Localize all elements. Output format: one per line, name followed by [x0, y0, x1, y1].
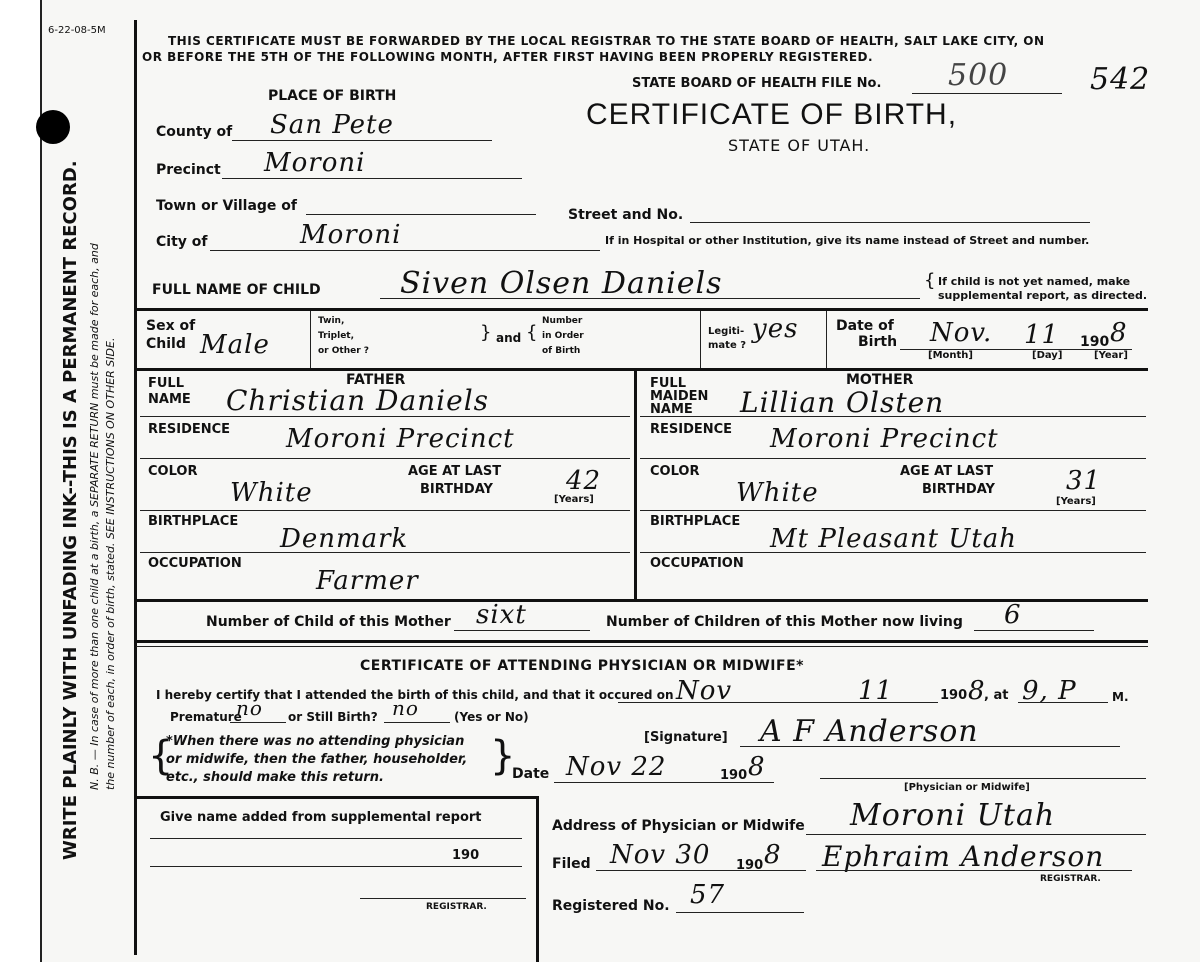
premature-value: no — [236, 696, 263, 720]
sex-value: Male — [200, 330, 270, 360]
torn-edge — [0, 0, 42, 962]
legit-value: yes — [752, 314, 799, 344]
twin-label-2: Triplet, — [318, 331, 355, 341]
and-label: and — [496, 331, 522, 345]
mother-birthplace-value: Mt Pleasant Utah — [770, 524, 1017, 554]
still-birth-label: or Still Birth? — [288, 710, 378, 724]
mother-age-value: 31 — [1066, 466, 1102, 496]
precinct-label: Precinct — [156, 162, 221, 178]
date-year-suffix: 8 — [748, 752, 766, 782]
physician-caption: [Physician or Midwife] — [904, 782, 1030, 793]
town-label: Town or Village of — [156, 198, 298, 214]
date-year-prefix: 190 — [720, 768, 748, 783]
child-number-value: sixt — [476, 600, 527, 630]
address-value: Moroni Utah — [850, 798, 1056, 833]
certify-month: Nov — [676, 676, 733, 706]
date-value: Nov 22 — [566, 752, 667, 782]
certify-text: I hereby certify that I attended the birth of this child, and that it occured on — [156, 688, 674, 702]
certify-year-suffix: 8 — [968, 676, 986, 706]
county-label: County of — [156, 124, 233, 140]
father-age-value: 42 — [566, 466, 602, 496]
precinct-value: Moroni — [264, 148, 366, 178]
side-main-text: WRITE PLAINLY WITH UNFADING INK--THIS IS A PERMANENT RECORD. — [60, 160, 81, 860]
father-age-label-1: AGE AT LAST — [408, 464, 502, 479]
header-line1: THIS CERTIFICATE MUST BE FORWARDED BY THE LOCAL REGISTRAR TO THE STATE BOARD OF HEALTH, SALT LAKE CITY, ON — [168, 34, 1045, 48]
child-name-label: FULL NAME OF CHILD — [152, 282, 321, 298]
file-no-annotation: 542 — [1090, 62, 1151, 97]
order-label-2: in Order — [542, 331, 584, 341]
signature-value: A F Anderson — [760, 714, 979, 749]
file-no-label: STATE BOARD OF HEALTH FILE No. — [632, 76, 882, 91]
sex-label-2: Child — [146, 336, 186, 352]
year-caption: [Year] — [1094, 350, 1128, 361]
filed-value: Nov 30 — [610, 840, 711, 870]
father-name-value: Christian Daniels — [226, 384, 490, 417]
children-living-label: Number of Children of this Mother now living — [606, 614, 963, 630]
father-name-label: NAME — [148, 392, 191, 407]
father-residence-value: Moroni Precinct — [286, 424, 515, 454]
yes-no-caption: (Yes or No) — [454, 710, 529, 724]
registered-label: Registered No. — [552, 898, 670, 914]
side-nb-line2: the number of each, in order of birth, stated. SEE INSTRUCTIONS ON OTHER SIDE. — [104, 337, 117, 790]
order-label-1: Number — [542, 316, 583, 326]
state-label: STATE OF UTAH. — [728, 136, 871, 155]
mother-age-label-2: BIRTHDAY — [922, 482, 995, 497]
dob-label-2: Birth — [858, 334, 898, 350]
legit-label-1: Legiti- — [708, 326, 745, 337]
legit-label-2: mate ? — [708, 340, 747, 351]
twin-label-1: Twin, — [318, 316, 345, 326]
street-label: Street and No. — [568, 207, 684, 223]
certificate-title: CERTIFICATE OF BIRTH, — [586, 98, 958, 131]
premature-label: Premature — [170, 710, 242, 724]
filed-year-suffix: 8 — [764, 840, 782, 870]
binding-hole — [36, 110, 70, 144]
dob-month: Nov. — [930, 318, 993, 348]
mother-color-label: COLOR — [650, 464, 700, 479]
mother-heading: MOTHER — [846, 372, 914, 388]
child-number-label: Number of Child of this Mother — [206, 614, 451, 630]
father-residence-label: RESIDENCE — [148, 422, 231, 437]
father-occupation-label: OCCUPATION — [148, 556, 242, 571]
mother-name-label: NAME — [650, 402, 693, 417]
father-occupation-value: Farmer — [316, 566, 419, 596]
father-heading: FATHER — [346, 372, 406, 388]
father-age-label-2: BIRTHDAY — [420, 482, 493, 497]
supplemental-label: Give name added from supplemental report — [160, 810, 482, 825]
registrar-caption-2: REGISTRAR. — [1040, 874, 1101, 884]
day-caption: [Day] — [1032, 350, 1063, 361]
certificate-page: WRITE PLAINLY WITH UNFADING INK--THIS IS A PERMANENT RECORD. N. B. — In case of more than one child at a birth, a SEPARATE RETURN must be made for each, and the number of each, in order of birth, stated. SEE INSTRUCTIONS ON OTHER SIDE. 6-22-08-5M THIS CERTIFICATE MUST BE FORWARDED BY THE LOCAL REGISTRAR TO THE STATE BOARD OF HEALTH, SALT LAKE CITY, ON OR BEFORE THE 5TH OF THE FOLLOWING MONTH, AFTER FIRST HAVING BEEN PROPERLY REGISTERED. STATE BOARD OF HEALTH FILE No. 500 542 PLACE OF BIRTH CERTIFICATE OF BIRTH, STATE OF UTAH. County of San Pete Precinct Moroni Town or Village of Street and No. City of Moroni If in Hospital or other Institution, give its name instead of Street and number. FULL NAME OF CHILD Siven Olsen Daniels { If child is not yet named, make supplemental report, as directed. Sex of Child Male Twin, Triplet, or Other ? } and { Number in Order of Birth Legiti- mate ? yes Date of Birth Nov. 11 190 8 [Month] [Day] [Year] FULL NAME FATHER Christian Daniels RESIDENCE Moroni Precinct COLOR White AGE AT LAST BIRTHDAY 42 [Years] BIRTHPLACE Denmark OCCUPATION Farmer FULL MAIDEN NAME MOTHER Lillian Olsten RESIDENCE Moroni Precinct COLOR White AGE AT LAST BIRTHDAY 31 [Years] BIRTHPLACE Mt Pleasant Utah OCCUPATION Number of Child of this Mother sixt Number of Children of this Mother now living 6 CERTIFICATE OF ATTENDING PHYSICIAN OR MIDWIFE* I hereby certify that I attended the birth of this child, and that it occured on Nov 11 190 8 , at 9, P M. Premature no or Still Birth? no (Yes or No) { *When there was no attending physician or midwife, then the father, householder, etc., should make this return. } [Signature] A F Anderson Date Nov 22 190 8 [Physician or Midwife] Give name added from supplemental report 190 REGISTRAR. Address of Physician or Midwife Moroni Utah Filed Nov 30 190 8 Ephraim Anderson REGISTRAR. Registered No. 57 — [0, 0, 1200, 962]
child-note-line1: If child is not yet named, make — [938, 275, 1131, 288]
hospital-note: If in Hospital or other Institution, give its name instead of Street and number. — [605, 234, 1090, 247]
filed-label: Filed — [552, 856, 591, 872]
left-border — [134, 20, 137, 955]
mother-maiden-label: MAIDEN — [650, 389, 709, 404]
dob-day: 11 — [1024, 320, 1060, 350]
father-birthplace-label: BIRTHPLACE — [148, 514, 239, 529]
place-of-birth-label: PLACE OF BIRTH — [268, 88, 397, 104]
child-name-value: Siven Olsen Daniels — [400, 266, 723, 301]
certify-day: 11 — [858, 676, 894, 706]
address-label: Address of Physician or Midwife — [552, 818, 805, 834]
filed-year-prefix: 190 — [736, 858, 764, 873]
mother-full-label: FULL — [650, 376, 687, 391]
city-label: City of — [156, 234, 208, 250]
note-line2: or midwife, then the father, householder, — [166, 752, 468, 767]
dob-label-1: Date of — [836, 318, 894, 334]
county-value: San Pete — [270, 110, 394, 140]
certify-at: , at — [984, 688, 1009, 703]
father-years-caption: [Years] — [554, 494, 594, 505]
father-color-label: COLOR — [148, 464, 198, 479]
sex-label-1: Sex of — [146, 318, 196, 334]
certify-year-prefix: 190 — [940, 688, 968, 703]
month-caption: [Month] — [928, 350, 973, 361]
mother-occupation-label: OCCUPATION — [650, 556, 744, 571]
registrar-caption-1: REGISTRAR. — [426, 902, 487, 912]
mother-color-value: White — [736, 478, 819, 508]
still-birth-value: no — [392, 696, 419, 720]
order-label-3: of Birth — [542, 346, 581, 356]
mother-age-label-1: AGE AT LAST — [900, 464, 994, 479]
twin-label-3: or Other ? — [318, 346, 370, 356]
certify-m: M. — [1112, 690, 1129, 704]
mother-residence-value: Moroni Precinct — [770, 424, 999, 454]
mother-name-value: Lillian Olsten — [740, 386, 945, 419]
city-value: Moroni — [300, 220, 402, 250]
mother-residence-label: RESIDENCE — [650, 422, 733, 437]
file-no-value: 500 — [948, 58, 1009, 93]
dob-year-suffix: 8 — [1110, 318, 1128, 348]
registrar-signature: Ephraim Anderson — [822, 840, 1105, 873]
children-living-value: 6 — [1004, 600, 1022, 630]
date-label: Date — [512, 766, 550, 782]
father-full-label: FULL — [148, 376, 185, 391]
child-note-line2: supplemental report, as directed. — [938, 289, 1148, 302]
signature-label: [Signature] — [644, 730, 728, 745]
registered-value: 57 — [690, 880, 726, 910]
dob-year-prefix: 190 — [1080, 334, 1110, 350]
mother-years-caption: [Years] — [1056, 496, 1096, 507]
supplemental-year: 190 — [452, 848, 480, 863]
certify-time: 9, P — [1022, 676, 1077, 706]
note-line1: *When there was no attending physician — [166, 734, 465, 749]
form-code: 6-22-08-5M — [48, 25, 106, 36]
mother-birthplace-label: BIRTHPLACE — [650, 514, 741, 529]
note-line3: etc., should make this return. — [166, 770, 384, 785]
father-color-value: White — [230, 478, 313, 508]
physician-heading: CERTIFICATE OF ATTENDING PHYSICIAN OR MIDWIFE* — [360, 658, 804, 674]
father-birthplace-value: Denmark — [280, 524, 409, 554]
side-nb-line1: N. B. — In case of more than one child at a birth, a SEPARATE RETURN must be made for each, and — [88, 243, 101, 790]
header-line2: OR BEFORE THE 5TH OF THE FOLLOWING MONTH, AFTER FIRST HAVING BEEN PROPERLY REGISTERED. — [142, 50, 874, 64]
